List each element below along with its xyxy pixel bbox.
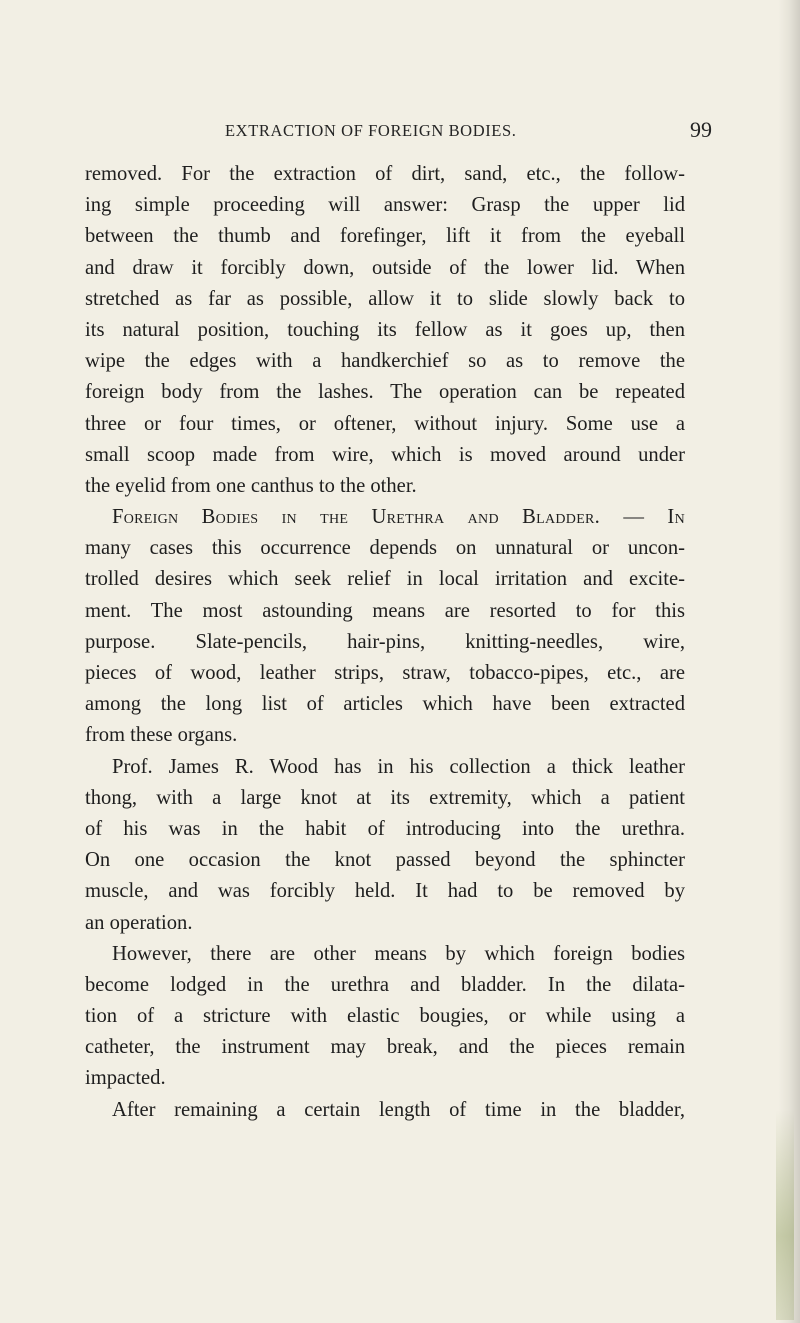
text-line: impacted. [85, 1067, 166, 1090]
text-line: of his was in the habit of introducing into the urethra. [85, 817, 685, 840]
body-text [85, 159, 685, 1126]
text-line: stretched as far as possible, allow it to slide slowly back to [85, 287, 685, 310]
text-line: trolled desires which seek relief in local irritation and excite- [85, 568, 685, 591]
page-number: 99 [690, 117, 712, 142]
text-line: catheter, the instrument may break, and the pieces remain [85, 1036, 685, 1059]
page-stain [776, 1110, 794, 1320]
text-line: tion of a stricture with elastic bougies, or while using a [85, 1005, 685, 1028]
text-line: ing simple proceeding will answer: Grasp the upper lid [85, 194, 685, 217]
text-line: wipe the edges with a handkerchief so as to remove the [85, 350, 685, 373]
text-line: ment. The most astounding means are resorted to for this [85, 599, 685, 622]
text-line: After remaining a certain length of time in the bladder, [112, 1098, 685, 1121]
running-head: EXTRACTION OF FOREIGN BODIES. [225, 121, 517, 140]
text-line: removed. For the extraction of dirt, sand, etc., the follow- [85, 163, 685, 185]
section-heading-line: Foreign Bodies in the Urethra and Bladder. — In [112, 506, 685, 529]
text-line: However, there are other means by which foreign bodies [112, 942, 685, 965]
page-header [0, 117, 800, 151]
text-line: foreign body from the lashes. The operation can be repeated [85, 381, 685, 404]
text-line: On one occasion the knot passed beyond the sphincter [85, 849, 685, 872]
text-line: and draw it forcibly down, outside of the lower lid. When [85, 256, 685, 279]
text-line: between the thumb and forefinger, lift it from the eyeball [85, 225, 685, 248]
text-line: from these organs. [85, 724, 238, 747]
text-line: muscle, and was forcibly held. It had to be removed by [85, 880, 685, 903]
text-line: three or four times, or oftener, without injury. Some use a [85, 412, 685, 435]
text-line: thong, with a large knot at its extremity, which a patient [85, 786, 685, 809]
text-line: Prof. James R. Wood has in his collection a thick leather [112, 755, 685, 778]
text-line: many cases this occurrence depends on unnatural or uncon- [85, 537, 685, 560]
text-line: small scoop made from wire, which is moved around under [85, 443, 685, 466]
text-line: among the long list of articles which have been extracted [85, 693, 685, 716]
text-line: become lodged in the urethra and bladder. In the dilata- [85, 973, 685, 996]
text-line: its natural position, touching its fellow as it goes up, then [85, 318, 685, 341]
text-line: pieces of wood, leather strips, straw, tobacco-pipes, etc., are [85, 662, 685, 684]
text-line: the eyelid from one canthus to the other. [85, 474, 417, 497]
text-line: an operation. [85, 911, 193, 934]
text-line: purpose. Slate-pencils, hair-pins, knitting-needles, wire, [85, 630, 685, 653]
